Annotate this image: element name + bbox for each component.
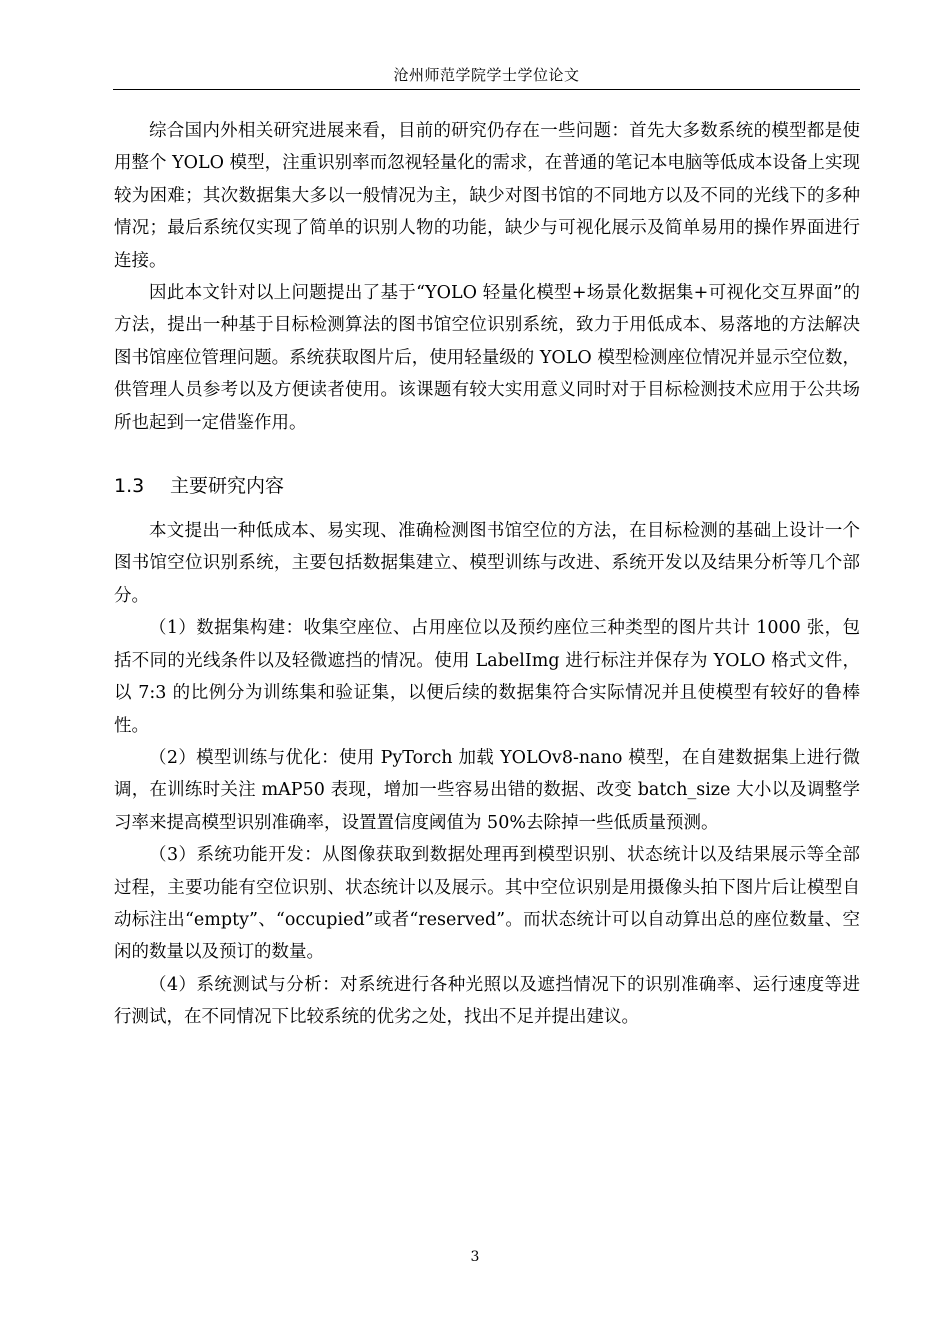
body-paragraph: 本文提出一种低成本、易实现、准确检测图书馆空位的方法，在目标检测的基础上设计一个图书馆空位识别系统，主要包括数据集建立、模型训练与改进、系统开发以及结果分析等几个部分。 xyxy=(114,521,860,606)
header-divider xyxy=(113,89,860,90)
running-header-title: 沧州师范学院学士学位论文 xyxy=(393,66,580,84)
body-paragraph: 综合国内外相关研究进展来看，目前的研究仍存在一些问题：首先大多数系统的模型都是使用整个 YOLO 模型，注重识别率而忽视轻量化的需求，在普通的笔记本电脑等低成本设备上实现较为困难；其次数据集大多以一般情况为主，缺少对图书馆的不同地方以及不同的光线下的多种情况；最后系统仅实现了简单的识别人物的功能，缺少与可视化展示及简单易用的操作界面进行连接。 xyxy=(114,121,860,271)
body-paragraph: （4）系统测试与分析：对系统进行各种光照以及遮挡情况下的识别准确率、运行速度等进行测试，在不同情况下比较系统的优劣之处，找出不足并提出建议。 xyxy=(114,974,860,1028)
body-paragraph: （3）系统功能开发：从图像获取到数据处理再到模型识别、状态统计以及结果展示等全部过程，主要功能有空位识别、状态统计以及展示。其中空位识别是用摄像头拍下图片后让模型自动标注出“empty”、“occupied”或者“reserved”。而状态统计可以自动算出总的座位数量、空闲的数量以及预订的数量。 xyxy=(114,845,860,963)
section-title: 主要研究内容 xyxy=(170,475,285,498)
section-number: 1.3 xyxy=(114,475,145,498)
body-paragraph: （1）数据集构建：收集空座位、占用座位以及预约座位三种类型的图片共计 1000 张，包括不同的光线条件以及轻微遮挡的情况。使用 LabelImg 进行标注并保存为 YOLO 格式文件，以 7:3 的比例分为训练集和验证集，以便后续的数据集符合实际情况并且使模型有较好的鲁棒性。 xyxy=(114,618,860,736)
body-paragraph: （2）模型训练与优化：使用 PyTorch 加载 YOLOv8-nano 模型，在自建数据集上进行微调，在训练时关注 mAP50 表现，增加一些容易出错的数据、改变 batch_size 大小以及调整学习率来提高模型识别准确率，设置置信度阈值为 50%去除掉一些低质量预测。 xyxy=(114,747,860,833)
body-paragraph: 因此本文针对以上问题提出了基于“YOLO 轻量化模型+场景化数据集+可视化交互界面”的方法，提出一种基于目标检测算法的图书馆空位识别系统，致力于用低成本、易落地的方法解决图书馆座位管理问题。系统获取图片后，使用轻量级的 YOLO 模型检测座位情况并显示空位数，供管理人员参考以及方便读者使用。该课题有较大实用意义同时对于目标检测技术应用于公共场所也起到一定借鉴作用。 xyxy=(114,283,860,433)
section-heading xyxy=(114,469,860,503)
page-number: 3 xyxy=(470,1249,480,1265)
page-body xyxy=(114,115,860,1034)
